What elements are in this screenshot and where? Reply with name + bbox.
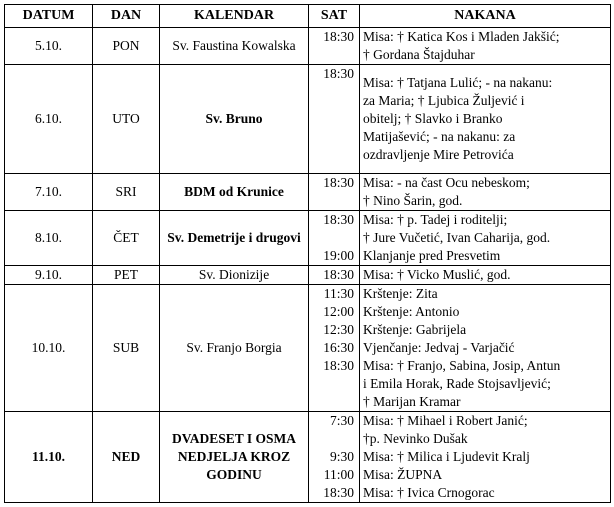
- table-row: [5, 211, 611, 266]
- dan-cell: SRI: [93, 174, 160, 211]
- datum-cell: 6.10.: [5, 65, 93, 174]
- intention-line: Misa: † Katica Kos i Mladen Jakšić;: [363, 29, 560, 44]
- intention-line: Krštenje: Gabrijela: [363, 322, 467, 337]
- time-line: 11:00: [323, 467, 354, 482]
- nakana-cell: [360, 285, 611, 412]
- time-line: 18:30: [323, 66, 354, 81]
- kalendar-cell: Sv. Faustina Kowalska: [160, 28, 309, 65]
- intention-line: Klanjanje pred Presvetim: [363, 248, 501, 263]
- intention-line: † Nino Šarin, god.: [363, 193, 463, 208]
- dan-cell: PET: [93, 266, 160, 285]
- header-datum: DATUM: [5, 5, 93, 28]
- nakana-cell: [360, 211, 611, 266]
- nakana-cell: [360, 65, 611, 174]
- intention-line: Misa: † Tatjana Lulić; - na nakanu:: [363, 75, 553, 90]
- kalendar-cell: Sv. Dionizije: [160, 266, 309, 285]
- intention-line: za Maria; † Ljubica Žuljević i: [363, 93, 525, 108]
- datum-cell: 10.10.: [5, 285, 93, 412]
- intention-line: Vjenčanje: Jedvaj - Varjačić: [363, 340, 515, 355]
- kalendar-cell: DVADESET I OSMA NEDJELJA KROZ GODINU: [160, 412, 309, 503]
- kalendar-cell: Sv. Demetrije i drugovi: [160, 211, 309, 266]
- datum-cell: 9.10.: [5, 266, 93, 285]
- intention-line: Misa: † Milica i Ljudevit Kralj: [363, 449, 530, 464]
- intention-line: † Gordana Štajduhar: [363, 47, 475, 62]
- header-nakana: NAKANA: [360, 5, 611, 28]
- time-line: 18:30: [323, 267, 354, 282]
- intention-line: Krštenje: Zita: [363, 286, 438, 301]
- time-line: 16:30: [323, 340, 354, 355]
- intention-line: i Emila Horak, Rade Stojsavljević;: [363, 376, 551, 391]
- intention-line: † Jure Vučetić, Ivan Caharija, god.: [363, 230, 551, 245]
- time-line: 18:30: [323, 358, 354, 373]
- time-line: 11:30: [323, 286, 354, 301]
- table-row: [5, 28, 611, 65]
- dan-cell: NED: [93, 412, 160, 503]
- dan-cell: UTO: [93, 65, 160, 174]
- time-line: 19:00: [323, 248, 354, 263]
- time-line: [312, 119, 356, 137]
- dan-cell: ČET: [93, 211, 160, 266]
- sat-cell: [309, 211, 360, 266]
- sat-cell: [309, 28, 360, 65]
- intention-line: Misa: † Mihael i Robert Janić;: [363, 413, 528, 428]
- sat-cell: [309, 65, 360, 174]
- time-line: 12:00: [323, 304, 354, 319]
- nakana-cell: [360, 266, 611, 285]
- time-line: 9:30: [329, 449, 354, 464]
- intention-line: Misa: ŽUPNA: [363, 467, 443, 482]
- dan-cell: SUB: [93, 285, 160, 412]
- nakana-cell: [360, 28, 611, 65]
- datum-cell: 5.10.: [5, 28, 93, 65]
- time-line: 18:30: [323, 29, 354, 44]
- mass-schedule-table: [4, 4, 611, 503]
- intention-line: Misa: † p. Tadej i roditelji;: [363, 212, 508, 227]
- header-kalendar: KALENDAR: [160, 5, 309, 28]
- time-line: 7:30: [329, 413, 354, 428]
- table-row: [5, 285, 611, 412]
- datum-cell: 7.10.: [5, 174, 93, 211]
- table-row: [5, 65, 611, 174]
- datum-cell: 8.10.: [5, 211, 93, 266]
- nakana-cell: [360, 412, 611, 503]
- time-line: [312, 83, 356, 101]
- sat-cell: [309, 412, 360, 503]
- time-line: [312, 375, 356, 393]
- time-line: 12:30: [323, 322, 354, 337]
- header-sat: SAT: [309, 5, 360, 28]
- time-line: [312, 430, 356, 448]
- time-line: [312, 192, 356, 210]
- time-line: [312, 137, 356, 155]
- intention-line: Misa: - na čast Ocu nebeskom;: [363, 175, 530, 190]
- time-line: [312, 229, 356, 247]
- time-line: [312, 393, 356, 411]
- sat-cell: [309, 266, 360, 285]
- nakana-cell: [360, 174, 611, 211]
- intention-line: †p. Nevinko Dušak: [363, 431, 468, 446]
- time-line: [312, 155, 356, 173]
- kalendar-cell: BDM od Krunice: [160, 174, 309, 211]
- intention-line: † Marijan Kramar: [363, 394, 461, 409]
- sat-cell: [309, 174, 360, 211]
- kalendar-cell: Sv. Franjo Borgia: [160, 285, 309, 412]
- intention-line: Misa: † Vicko Muslić, god.: [363, 267, 511, 282]
- table-row: [5, 412, 611, 503]
- dan-cell: PON: [93, 28, 160, 65]
- intention-line: Misa: † Ivica Crnogorac: [363, 485, 495, 500]
- header-row: [5, 5, 611, 28]
- schedule-body: [5, 28, 611, 503]
- header-dan: DAN: [93, 5, 160, 28]
- datum-cell: 11.10.: [5, 412, 93, 503]
- time-line: [312, 46, 356, 64]
- time-line: 18:30: [323, 175, 354, 190]
- sat-cell: [309, 285, 360, 412]
- time-line: 18:30: [323, 212, 354, 227]
- intention-line: Matijašević; - na nakanu: za: [363, 129, 516, 144]
- kalendar-cell: Sv. Bruno: [160, 65, 309, 174]
- table-row: [5, 174, 611, 211]
- intention-line: obitelj; † Slavko i Branko: [363, 111, 503, 126]
- intention-line: Krštenje: Antonio: [363, 304, 460, 319]
- intention-line: ozdravljenje Mire Petrovića: [363, 147, 514, 162]
- table-row: [5, 266, 611, 285]
- time-line: [312, 101, 356, 119]
- time-line: 18:30: [323, 485, 354, 500]
- intention-line: Misa: † Franjo, Sabina, Josip, Antun: [363, 358, 561, 373]
